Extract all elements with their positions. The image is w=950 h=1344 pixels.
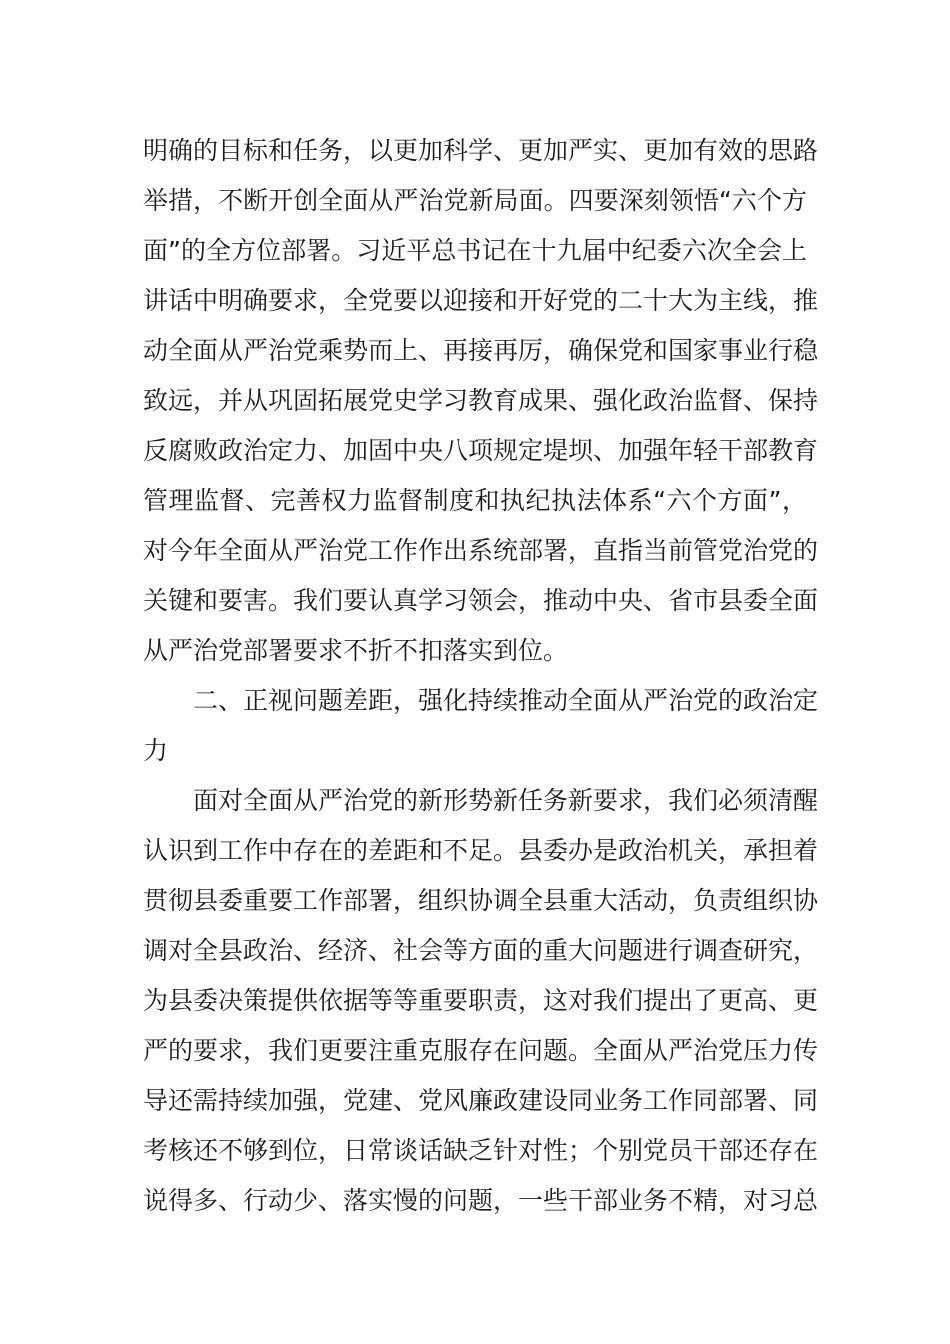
text-line: 对今年全面从严治党工作作出系统部署，直指当前管党治党的 — [143, 536, 819, 565]
text-line: 致远，并从巩固拓展党史学习教育成果、强化政治监督、保持 — [143, 386, 819, 415]
text-line: 贯彻县委重要工作部署，组织协调全县重大活动，负责组织协 — [143, 886, 819, 915]
paragraph-end-line: 从严治党部署要求不折不扣落实到位。 — [143, 636, 569, 665]
text-line: 反腐败政治定力、加固中央八项规定堤坝、加强年轻干部教育 — [143, 436, 819, 465]
text-line: 考核还不够到位，日常谈话缺乏针对性；个别党员干部还存在 — [143, 1136, 819, 1165]
text-line: 明确的目标和任务，以更加科学、更加严实、更加有效的思路 — [143, 136, 819, 165]
section-heading-continuation: 力 — [143, 736, 169, 765]
text-line: 面”的全方位部署。习近平总书记在十九届中纪委六次全会上 — [143, 236, 807, 265]
text-line: 认识到工作中存在的差距和不足。县委办是政治机关，承担着 — [143, 836, 819, 865]
text-line: 关键和要害。我们要认真学习领会，推动中央、省市县委全面 — [143, 586, 819, 615]
text-line: 动全面从严治党乘势而上、再接再厉，确保党和国家事业行稳 — [143, 336, 819, 365]
text-line: 举措，不断开创全面从严治党新局面。四要深刻领悟“六个方 — [143, 186, 807, 215]
text-line: 严的要求，我们更要注重克服存在问题。全面从严治党压力传 — [143, 1036, 819, 1065]
paragraph-first-line: 面对全面从严治党的新形势新任务新要求，我们必须清醒 — [193, 786, 819, 815]
text-line: 调对全县政治、经济、社会等方面的重大问题进行调查研究， — [143, 936, 819, 965]
section-heading: 二、正视问题差距，强化持续推动全面从严治党的政治定 — [193, 686, 819, 715]
text-line: 讲话中明确要求，全党要以迎接和开好党的二十大为主线，推 — [143, 286, 819, 315]
text-line: 说得多、行动少、落实慢的问题，一些干部业务不精，对习总 — [143, 1186, 819, 1215]
text-line: 管理监督、完善权力监督制度和执纪执法体系“六个方面”， — [143, 486, 807, 515]
text-line: 导还需持续加强，党建、党风廉政建设同业务工作同部署、同 — [143, 1086, 819, 1115]
text-line: 为县委决策提供依据等等重要职责，这对我们提出了更高、更 — [143, 986, 819, 1015]
